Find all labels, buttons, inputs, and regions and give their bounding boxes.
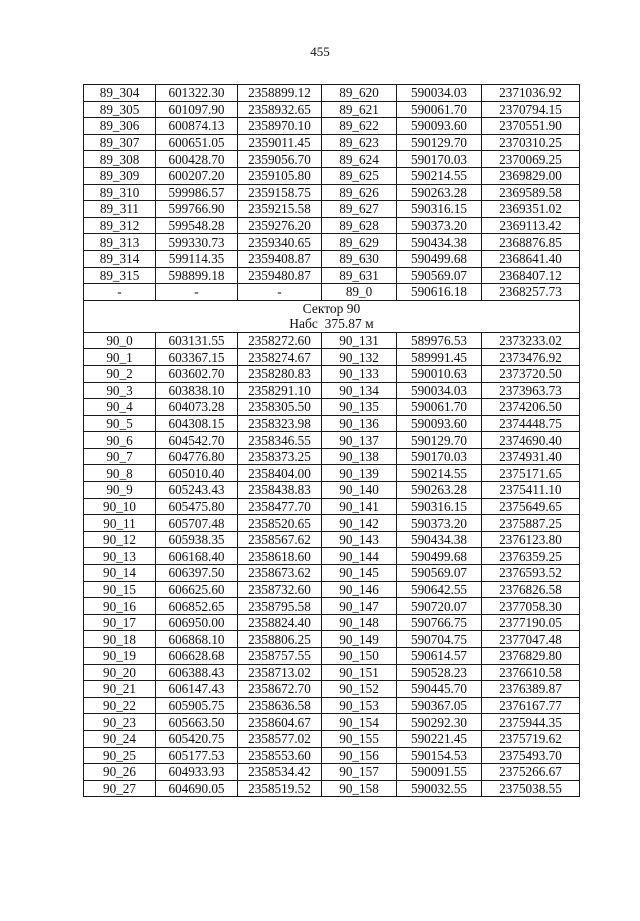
cell-y-coord: 2374931.40 [482, 448, 580, 465]
cell-y-coord: 2358534.42 [238, 764, 322, 781]
cell-y-coord: 2371036.92 [482, 85, 580, 102]
cell-point-id: 90_153 [322, 697, 397, 714]
cell-point-id: 90_132 [322, 349, 397, 366]
cell-x-coord: 590170.03 [397, 151, 482, 168]
cell-x-coord: 590129.70 [397, 432, 482, 449]
cell-x-coord: 589991.45 [397, 349, 482, 366]
table-row [84, 284, 580, 301]
cell-point-id: 90_146 [322, 581, 397, 598]
cell-x-coord: 603131.55 [156, 332, 238, 349]
table-row [84, 581, 580, 598]
table-row [84, 614, 580, 631]
cell-x-coord: 590093.60 [397, 415, 482, 432]
cell-x-coord: 603838.10 [156, 382, 238, 399]
cell-point-id: 89_621 [322, 101, 397, 118]
cell-point-id: 89_306 [84, 118, 156, 135]
cell-point-id: 90_11 [84, 515, 156, 532]
table-row [84, 399, 580, 416]
cell-x-coord: 590091.55 [397, 764, 482, 781]
cell-x-coord: 590499.68 [397, 548, 482, 565]
cell-point-id: 89_313 [84, 234, 156, 251]
cell-y-coord: 2358757.55 [238, 648, 322, 665]
cell-x-coord: 590093.60 [397, 118, 482, 135]
cell-point-id: 90_149 [322, 631, 397, 648]
cell-point-id: 90_155 [322, 730, 397, 747]
cell-x-coord: 590214.55 [397, 167, 482, 184]
cell-y-coord: 2358673.62 [238, 565, 322, 582]
table-row [84, 565, 580, 582]
table-row [84, 631, 580, 648]
cell-y-coord: 2377190.05 [482, 614, 580, 631]
cell-point-id: 90_2 [84, 365, 156, 382]
cell-point-id: 89_628 [322, 217, 397, 234]
cell-y-coord: 2358806.25 [238, 631, 322, 648]
cell-x-coord: 590367.05 [397, 697, 482, 714]
cell-point-id: 90_158 [322, 780, 397, 797]
cell-x-coord: 605243.43 [156, 482, 238, 499]
cell-y-coord: 2358618.60 [238, 548, 322, 565]
cell-y-coord: 2359056.70 [238, 151, 322, 168]
cell-point-id: 90_148 [322, 614, 397, 631]
cell-y-coord: 2358795.58 [238, 598, 322, 615]
cell-x-coord: 590434.38 [397, 531, 482, 548]
cell-x-coord: 601097.90 [156, 101, 238, 118]
cell-x-coord: 589976.53 [397, 332, 482, 349]
cell-point-id: 89_309 [84, 167, 156, 184]
cell-x-coord: 590034.03 [397, 85, 482, 102]
cell-x-coord: 606868.10 [156, 631, 238, 648]
cell-x-coord: 605707.48 [156, 515, 238, 532]
cell-point-id: 90_20 [84, 664, 156, 681]
cell-y-coord: 2375649.65 [482, 498, 580, 515]
cell-y-coord: 2375944.35 [482, 714, 580, 731]
cell-point-id: 90_145 [322, 565, 397, 582]
cell-y-coord: 2358520.65 [238, 515, 322, 532]
cell-x-coord: 590720.07 [397, 598, 482, 615]
cell-x-coord: 590061.70 [397, 101, 482, 118]
cell-y-coord: 2373476.92 [482, 349, 580, 366]
cell-y-coord: 2358636.58 [238, 697, 322, 714]
table-row [84, 465, 580, 482]
cell-x-coord: 601322.30 [156, 85, 238, 102]
cell-point-id: 90_8 [84, 465, 156, 482]
cell-y-coord: 2358346.55 [238, 432, 322, 449]
table-row [84, 415, 580, 432]
table-row [84, 234, 580, 251]
cell-x-coord: 590061.70 [397, 399, 482, 416]
table-row [84, 664, 580, 681]
cell-y-coord: 2375266.67 [482, 764, 580, 781]
cell-y-coord: 2370069.25 [482, 151, 580, 168]
table-row [84, 201, 580, 218]
cell-point-id: 90_138 [322, 448, 397, 465]
sector-title: Сектор 90 [302, 301, 361, 317]
cell-point-id: 90_150 [322, 648, 397, 665]
cell-y-coord: 2358323.98 [238, 415, 322, 432]
table-row [84, 365, 580, 382]
cell-y-coord: 2375719.62 [482, 730, 580, 747]
cell-x-coord: 590642.55 [397, 581, 482, 598]
cell-y-coord: 2358274.67 [238, 349, 322, 366]
cell-y-coord: 2358672.70 [238, 681, 322, 698]
table-row [84, 515, 580, 532]
cell-y-coord: 2368407.12 [482, 267, 580, 284]
cell-y-coord: 2368876.85 [482, 234, 580, 251]
table-row [84, 101, 580, 118]
cell-y-coord: 2377058.30 [482, 598, 580, 615]
cell-y-coord: 2358438.83 [238, 482, 322, 499]
table-row [84, 730, 580, 747]
cell-y-coord: 2358732.60 [238, 581, 322, 598]
table-row [84, 118, 580, 135]
cell-point-id: 90_6 [84, 432, 156, 449]
cell-x-coord: 604933.93 [156, 764, 238, 781]
cell-y-coord: 2376359.25 [482, 548, 580, 565]
cell-x-coord: 606950.00 [156, 614, 238, 631]
cell-y-coord: 2373963.73 [482, 382, 580, 399]
sector-header-row [84, 300, 580, 332]
cell-y-coord: 2373233.02 [482, 332, 580, 349]
cell-point-id: 90_1 [84, 349, 156, 366]
cell-point-id: 90_27 [84, 780, 156, 797]
sector-header [84, 300, 580, 332]
cell-x-coord: 590316.15 [397, 201, 482, 218]
cell-point-id: 89_305 [84, 101, 156, 118]
cell-y-coord: 2369113.42 [482, 217, 580, 234]
cell-y-coord: 2358404.00 [238, 465, 322, 482]
cell-point-id: 90_152 [322, 681, 397, 698]
cell-point-id: 90_23 [84, 714, 156, 731]
cell-y-coord: 2359340.65 [238, 234, 322, 251]
cell-x-coord: 606852.65 [156, 598, 238, 615]
cell-point-id: 90_21 [84, 681, 156, 698]
cell-y-coord: 2358477.70 [238, 498, 322, 515]
cell-point-id: 90_16 [84, 598, 156, 615]
cell-point-id: 90_144 [322, 548, 397, 565]
cell-y-coord: - [238, 284, 322, 301]
table-row [84, 482, 580, 499]
cell-point-id: 90_26 [84, 764, 156, 781]
cell-x-coord: 604308.15 [156, 415, 238, 432]
cell-x-coord: 604542.70 [156, 432, 238, 449]
cell-y-coord: 2370310.25 [482, 134, 580, 151]
cell-x-coord: 590528.23 [397, 664, 482, 681]
cell-point-id: 89_0 [322, 284, 397, 301]
table-row [84, 747, 580, 764]
cell-x-coord: 606625.60 [156, 581, 238, 598]
cell-point-id: 89_624 [322, 151, 397, 168]
cell-x-coord: 590292.30 [397, 714, 482, 731]
cell-y-coord: 2376826.58 [482, 581, 580, 598]
table-row [84, 184, 580, 201]
cell-y-coord: 2369351.02 [482, 201, 580, 218]
cell-y-coord: 2359408.87 [238, 250, 322, 267]
cell-x-coord: 606147.43 [156, 681, 238, 698]
cell-y-coord: 2358519.52 [238, 780, 322, 797]
cell-point-id: 90_9 [84, 482, 156, 499]
cell-point-id: 89_315 [84, 267, 156, 284]
cell-y-coord: 2358567.62 [238, 531, 322, 548]
cell-y-coord: 2359215.58 [238, 201, 322, 218]
cell-x-coord: 590129.70 [397, 134, 482, 151]
table-row [84, 448, 580, 465]
cell-y-coord: 2358291.10 [238, 382, 322, 399]
cell-y-coord: 2376610.58 [482, 664, 580, 681]
cell-point-id: 89_622 [322, 118, 397, 135]
table-row [84, 548, 580, 565]
sector-height: Набс 375.87 м [289, 316, 374, 332]
cell-point-id: - [84, 284, 156, 301]
cell-point-id: 89_310 [84, 184, 156, 201]
cell-y-coord: 2358899.12 [238, 85, 322, 102]
cell-point-id: 89_620 [322, 85, 397, 102]
cell-point-id: 90_7 [84, 448, 156, 465]
cell-point-id: 89_623 [322, 134, 397, 151]
cell-y-coord: 2376123.80 [482, 531, 580, 548]
cell-y-coord: 2377047.48 [482, 631, 580, 648]
cell-point-id: 90_139 [322, 465, 397, 482]
cell-x-coord: 605905.75 [156, 697, 238, 714]
table-row [84, 267, 580, 284]
table-row [84, 531, 580, 548]
cell-x-coord: 603602.70 [156, 365, 238, 382]
cell-x-coord: - [156, 284, 238, 301]
table-row [84, 332, 580, 349]
cell-x-coord: 590263.28 [397, 482, 482, 499]
cell-point-id: 89_625 [322, 167, 397, 184]
cell-y-coord: 2359480.87 [238, 267, 322, 284]
cell-x-coord: 590434.38 [397, 234, 482, 251]
cell-x-coord: 590214.55 [397, 465, 482, 482]
cell-point-id: 90_141 [322, 498, 397, 515]
cell-x-coord: 604073.28 [156, 399, 238, 416]
cell-point-id: 89_308 [84, 151, 156, 168]
table-row [84, 382, 580, 399]
cell-y-coord: 2358604.67 [238, 714, 322, 731]
cell-point-id: 90_156 [322, 747, 397, 764]
cell-x-coord: 590010.63 [397, 365, 482, 382]
cell-y-coord: 2358713.02 [238, 664, 322, 681]
cell-x-coord: 590499.68 [397, 250, 482, 267]
cell-y-coord: 2370551.90 [482, 118, 580, 135]
cell-x-coord: 605663.50 [156, 714, 238, 731]
table-row [84, 681, 580, 698]
cell-point-id: 90_137 [322, 432, 397, 449]
cell-point-id: 89_630 [322, 250, 397, 267]
table-row [84, 432, 580, 449]
cell-x-coord: 599330.73 [156, 234, 238, 251]
cell-point-id: 89_629 [322, 234, 397, 251]
cell-x-coord: 590614.57 [397, 648, 482, 665]
cell-x-coord: 605475.80 [156, 498, 238, 515]
cell-point-id: 90_19 [84, 648, 156, 665]
cell-point-id: 90_17 [84, 614, 156, 631]
cell-y-coord: 2358305.50 [238, 399, 322, 416]
cell-x-coord: 605010.40 [156, 465, 238, 482]
cell-x-coord: 600874.13 [156, 118, 238, 135]
cell-x-coord: 590263.28 [397, 184, 482, 201]
cell-point-id: 90_157 [322, 764, 397, 781]
cell-x-coord: 590154.53 [397, 747, 482, 764]
cell-point-id: 89_627 [322, 201, 397, 218]
cell-point-id: 90_143 [322, 531, 397, 548]
cell-x-coord: 603367.15 [156, 349, 238, 366]
cell-x-coord: 599986.57 [156, 184, 238, 201]
cell-x-coord: 590032.55 [397, 780, 482, 797]
cell-point-id: 90_140 [322, 482, 397, 499]
cell-x-coord: 590445.70 [397, 681, 482, 698]
cell-point-id: 90_14 [84, 565, 156, 582]
cell-y-coord: 2358280.83 [238, 365, 322, 382]
cell-point-id: 89_626 [322, 184, 397, 201]
cell-y-coord: 2369589.58 [482, 184, 580, 201]
cell-point-id: 90_151 [322, 664, 397, 681]
cell-x-coord: 590616.18 [397, 284, 482, 301]
cell-y-coord: 2358373.25 [238, 448, 322, 465]
cell-point-id: 89_314 [84, 250, 156, 267]
cell-point-id: 90_147 [322, 598, 397, 615]
cell-x-coord: 590766.75 [397, 614, 482, 631]
table-row [84, 498, 580, 515]
cell-x-coord: 590373.20 [397, 217, 482, 234]
cell-x-coord: 590373.20 [397, 515, 482, 532]
cell-x-coord: 590704.75 [397, 631, 482, 648]
cell-point-id: 90_24 [84, 730, 156, 747]
cell-y-coord: 2374206.50 [482, 399, 580, 416]
cell-point-id: 90_12 [84, 531, 156, 548]
cell-x-coord: 606397.50 [156, 565, 238, 582]
cell-x-coord: 604690.05 [156, 780, 238, 797]
coordinates-table [83, 84, 580, 797]
table-row [84, 85, 580, 102]
cell-point-id: 90_134 [322, 382, 397, 399]
table-row [84, 217, 580, 234]
cell-y-coord: 2359276.20 [238, 217, 322, 234]
cell-y-coord: 2375493.70 [482, 747, 580, 764]
cell-y-coord: 2374690.40 [482, 432, 580, 449]
page-number: 455 [310, 44, 330, 59]
cell-y-coord: 2358553.60 [238, 747, 322, 764]
cell-x-coord: 605938.35 [156, 531, 238, 548]
cell-y-coord: 2376167.77 [482, 697, 580, 714]
cell-x-coord: 600207.20 [156, 167, 238, 184]
table-row [84, 151, 580, 168]
cell-y-coord: 2358970.10 [238, 118, 322, 135]
cell-point-id: 89_312 [84, 217, 156, 234]
cell-x-coord: 599766.90 [156, 201, 238, 218]
cell-point-id: 90_0 [84, 332, 156, 349]
cell-x-coord: 590569.07 [397, 267, 482, 284]
coordinates-table-body [84, 85, 580, 797]
cell-point-id: 90_15 [84, 581, 156, 598]
cell-x-coord: 599114.35 [156, 250, 238, 267]
cell-y-coord: 2368641.40 [482, 250, 580, 267]
cell-point-id: 90_18 [84, 631, 156, 648]
cell-point-id: 90_5 [84, 415, 156, 432]
cell-x-coord: 605177.53 [156, 747, 238, 764]
cell-point-id: 90_4 [84, 399, 156, 416]
cell-point-id: 89_307 [84, 134, 156, 151]
table-row [84, 349, 580, 366]
cell-point-id: 90_142 [322, 515, 397, 532]
table-row [84, 780, 580, 797]
cell-point-id: 90_13 [84, 548, 156, 565]
cell-point-id: 90_25 [84, 747, 156, 764]
cell-point-id: 90_136 [322, 415, 397, 432]
cell-x-coord: 590170.03 [397, 448, 482, 465]
cell-point-id: 90_131 [322, 332, 397, 349]
cell-x-coord: 606628.68 [156, 648, 238, 665]
cell-point-id: 90_154 [322, 714, 397, 731]
cell-x-coord: 599548.28 [156, 217, 238, 234]
cell-x-coord: 598899.18 [156, 267, 238, 284]
cell-point-id: 90_10 [84, 498, 156, 515]
cell-y-coord: 2374448.75 [482, 415, 580, 432]
cell-point-id: 89_311 [84, 201, 156, 218]
cell-y-coord: 2368257.73 [482, 284, 580, 301]
cell-x-coord: 606168.40 [156, 548, 238, 565]
cell-point-id: 90_133 [322, 365, 397, 382]
cell-point-id: 90_22 [84, 697, 156, 714]
cell-x-coord: 600651.05 [156, 134, 238, 151]
table-row [84, 697, 580, 714]
cell-y-coord: 2359011.45 [238, 134, 322, 151]
cell-y-coord: 2358824.40 [238, 614, 322, 631]
table-row [84, 598, 580, 615]
cell-x-coord: 600428.70 [156, 151, 238, 168]
cell-y-coord: 2376593.52 [482, 565, 580, 582]
table-row [84, 250, 580, 267]
cell-y-coord: 2376389.87 [482, 681, 580, 698]
cell-y-coord: 2358577.02 [238, 730, 322, 747]
cell-x-coord: 590034.03 [397, 382, 482, 399]
cell-y-coord: 2358932.65 [238, 101, 322, 118]
cell-y-coord: 2359105.80 [238, 167, 322, 184]
cell-point-id: 89_631 [322, 267, 397, 284]
cell-x-coord: 590221.45 [397, 730, 482, 747]
cell-y-coord: 2375171.65 [482, 465, 580, 482]
cell-point-id: 90_3 [84, 382, 156, 399]
cell-point-id: 90_135 [322, 399, 397, 416]
table-row [84, 134, 580, 151]
cell-y-coord: 2358272.60 [238, 332, 322, 349]
cell-x-coord: 590316.15 [397, 498, 482, 515]
table-row [84, 714, 580, 731]
cell-x-coord: 606388.43 [156, 664, 238, 681]
cell-x-coord: 605420.75 [156, 730, 238, 747]
cell-y-coord: 2375411.10 [482, 482, 580, 499]
cell-y-coord: 2375887.25 [482, 515, 580, 532]
cell-y-coord: 2376829.80 [482, 648, 580, 665]
cell-y-coord: 2375038.55 [482, 780, 580, 797]
cell-x-coord: 590569.07 [397, 565, 482, 582]
table-row [84, 167, 580, 184]
table-row [84, 648, 580, 665]
table-row [84, 764, 580, 781]
cell-y-coord: 2373720.50 [482, 365, 580, 382]
cell-y-coord: 2370794.15 [482, 101, 580, 118]
cell-x-coord: 604776.80 [156, 448, 238, 465]
cell-y-coord: 2359158.75 [238, 184, 322, 201]
cell-y-coord: 2369829.00 [482, 167, 580, 184]
cell-point-id: 89_304 [84, 85, 156, 102]
